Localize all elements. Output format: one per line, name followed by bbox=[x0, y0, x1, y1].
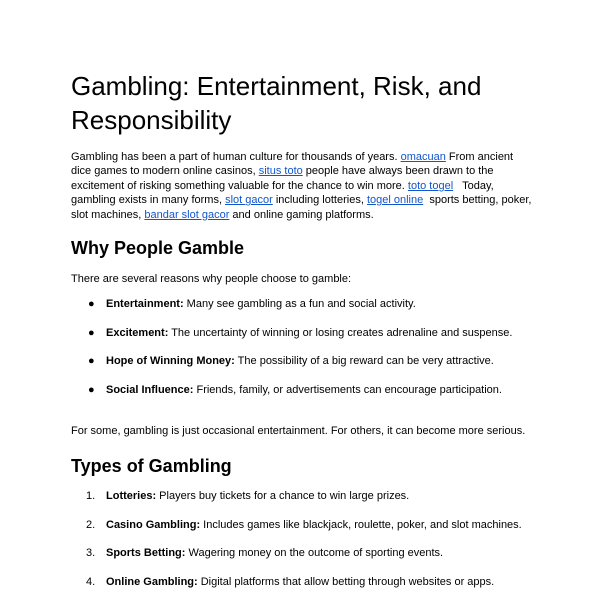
list-item-term: Hope of Winning Money: bbox=[106, 355, 235, 367]
intro-link-slot-gacor[interactable]: slot gacor bbox=[225, 194, 273, 207]
list-item-desc: Friends, family, or advertisements can encourage participation. bbox=[193, 384, 502, 396]
intro-link-bandar-slot-gacor[interactable]: bandar slot gacor bbox=[144, 208, 230, 221]
number-marker: 3. bbox=[86, 547, 96, 559]
document-title: Gambling: Entertainment, Risk, and Responsibility bbox=[71, 71, 482, 135]
intro-link-togel-online[interactable]: togel online bbox=[366, 194, 424, 207]
bullet-marker: ● bbox=[88, 298, 95, 310]
intro-link-omacuan[interactable]: omacuan bbox=[400, 151, 446, 163]
list-item-desc: Many see gambling as a fun and social activity. bbox=[183, 298, 416, 310]
heading-types-of-gambling: Types of Gambling bbox=[71, 456, 232, 476]
heading-why-people-gamble: Why People Gamble bbox=[71, 238, 245, 258]
number-marker: 2. bbox=[86, 519, 96, 531]
bullet-marker: ● bbox=[88, 355, 95, 367]
list-item-desc: Digital platforms that allow betting through websites or apps. bbox=[197, 576, 495, 588]
intro-paragraph bbox=[71, 150, 533, 222]
list-item-term: Social Influence: bbox=[106, 384, 194, 396]
intro-link-toto-togel[interactable]: toto togel bbox=[407, 179, 454, 192]
reasons-lead: There are several reasons why people choose to gamble: bbox=[71, 273, 352, 285]
list-item-desc: Includes games like blackjack, roulette, poker, and slot machines. bbox=[200, 519, 522, 531]
intro-text: sports betting, poker, slot machines, bbox=[71, 194, 532, 221]
list-item-desc: The uncertainty of winning or losing creates adrenaline and suspense. bbox=[168, 327, 513, 339]
closing-paragraph: For some, gambling is just occasional entertainment. For others, it can become more serious. bbox=[71, 425, 526, 437]
list-item-desc: Players buy tickets for a chance to win large prizes. bbox=[156, 490, 410, 502]
list-item-desc: Wagering money on the outcome of sporting events. bbox=[185, 547, 444, 559]
list-item-desc: The possibility of a big reward can be very attractive. bbox=[234, 355, 494, 367]
number-marker: 4. bbox=[86, 576, 96, 588]
intro-text: Today, gambling exists in many forms, bbox=[71, 179, 494, 207]
list-item-term: Sports Betting: bbox=[106, 547, 186, 559]
list-item-term: Casino Gambling: bbox=[106, 519, 201, 531]
intro-text: Gambling has been a part of human culture for thousands of years. bbox=[71, 151, 401, 163]
number-marker: 1. bbox=[86, 490, 96, 502]
bullet-marker: ● bbox=[88, 384, 95, 396]
intro-link-situs-toto[interactable]: situs toto bbox=[258, 165, 303, 178]
intro-text: and online gaming platforms. bbox=[229, 208, 374, 221]
intro-text: From ancient dice games to modern online casinos, bbox=[71, 151, 514, 178]
list-item-term: Online Gambling: bbox=[106, 576, 198, 588]
intro-text: people have always been drawn to the excitement of risking something valuable for the chance to win more. bbox=[71, 165, 494, 192]
intro-text: including lotteries, bbox=[272, 194, 367, 207]
list-item-term: Entertainment: bbox=[106, 298, 184, 310]
bullet-marker: ● bbox=[88, 327, 95, 339]
list-item-term: Lotteries: bbox=[106, 490, 157, 502]
list-item-term: Excitement: bbox=[106, 327, 169, 339]
